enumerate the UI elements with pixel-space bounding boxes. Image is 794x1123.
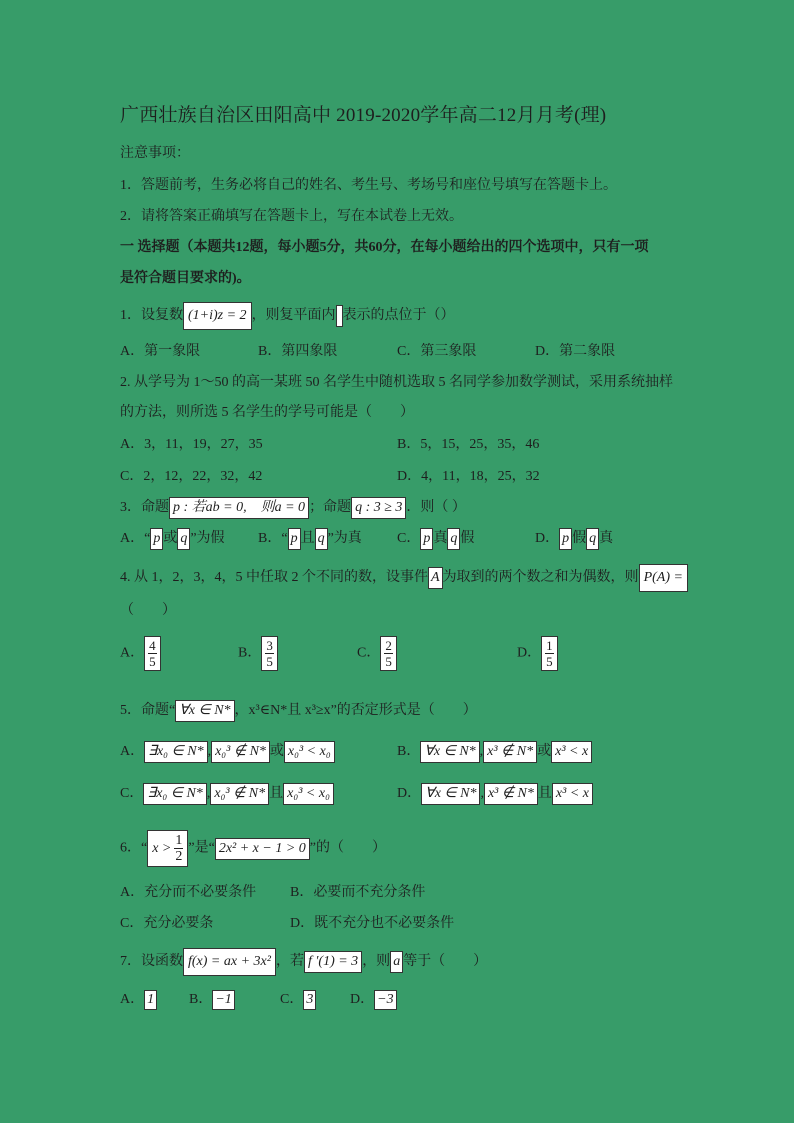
q5a-label: A． bbox=[120, 744, 145, 760]
q5c-ineq: x₀³ < x₀ bbox=[283, 783, 334, 805]
q3b-pre: B．“ bbox=[258, 531, 288, 547]
notice-heading: 注意事项： bbox=[120, 146, 190, 161]
q4a-fraction bbox=[144, 636, 161, 671]
q6-ineq: 2x² + x − 1 > 0 bbox=[215, 838, 310, 860]
notice-2: 2．请将答案正确填写在答题卡上，写在本试卷上无效。 bbox=[120, 209, 463, 224]
q3-post: ．则（ ） bbox=[406, 500, 466, 516]
q6-option-b[interactable]: B．必要而不充分条件 bbox=[290, 885, 426, 900]
q3b-p: p bbox=[288, 528, 301, 550]
q3-option-b[interactable] bbox=[258, 528, 362, 550]
q5b-label: B． bbox=[397, 744, 421, 760]
q6-x-condition bbox=[147, 830, 188, 867]
q6-num: 1 bbox=[175, 833, 183, 848]
q3b-q: q bbox=[315, 528, 328, 550]
q4a-num: 4 bbox=[149, 638, 156, 653]
q3c-t: 真 bbox=[433, 531, 448, 547]
q6-den: 2 bbox=[175, 849, 183, 864]
q3a-pre: A．“ bbox=[120, 531, 151, 547]
q5c-member: x₀³ ∉ N* bbox=[210, 783, 269, 805]
notice-1: 1．答题前考，生务必将自己的姓名、考生号、考场号和座位号填写在答题卡上。 bbox=[120, 178, 617, 193]
q3d-t: 真 bbox=[599, 531, 614, 547]
q7-function: f(x) = ax + 3x² bbox=[183, 948, 276, 976]
q5-forall: ∀x ∈ N* bbox=[175, 700, 234, 722]
q1-z-symbol bbox=[336, 305, 343, 327]
q4-option-a[interactable] bbox=[120, 636, 161, 671]
question-3-stem bbox=[120, 497, 466, 519]
q7b-label: B． bbox=[189, 992, 213, 1008]
q4b-label: B． bbox=[238, 645, 262, 661]
q5b-conn: 或 bbox=[537, 744, 552, 760]
q5d-quant: ∀x ∈ N* bbox=[421, 783, 480, 805]
exam-title: 广西壮族自治区田阳高中 2019-2020学年高二12月月考(理) bbox=[120, 105, 607, 126]
q3-q-formula: q : 3 ≥ 3 bbox=[351, 497, 406, 519]
q3c-f: 假 bbox=[460, 531, 475, 547]
q5d-conn: 且 bbox=[537, 786, 552, 802]
q4a-label: A． bbox=[120, 645, 145, 661]
q5a-ineq: x₀³ < x₀ bbox=[284, 741, 335, 763]
section-heading-line1: 一 选择题（本题共12题，每小题5分，共60分，在每小题给出的四个选项中，只有一项 bbox=[120, 240, 649, 255]
q4d-label: D． bbox=[517, 645, 542, 661]
q7d-value: −3 bbox=[374, 990, 396, 1010]
q3a-post: ”为假 bbox=[190, 531, 225, 547]
q3c-q: q bbox=[447, 528, 460, 550]
q1-option-d[interactable]: D．第二象限 bbox=[535, 344, 616, 359]
q4-option-c[interactable] bbox=[357, 636, 397, 671]
q7-option-d[interactable] bbox=[350, 990, 397, 1010]
q7a-label: A． bbox=[120, 992, 145, 1008]
q4b-den: 5 bbox=[266, 654, 273, 669]
q7-a: a bbox=[390, 951, 403, 973]
q2-option-b[interactable]: B．5，15，25，35，46 bbox=[397, 437, 540, 452]
q6-option-a[interactable]: A．充分而不必要条件 bbox=[120, 885, 257, 900]
q6-post: ”的（ ） bbox=[309, 840, 387, 856]
q7-option-b[interactable] bbox=[189, 990, 235, 1010]
q4-event-a: A bbox=[428, 567, 443, 589]
q5b-ineq: x³ < x bbox=[551, 741, 592, 763]
q6-option-d[interactable]: D．既不充分也不必要条件 bbox=[290, 916, 455, 931]
q1-post: ，则复平面内 bbox=[251, 308, 336, 324]
q3d-pre: D． bbox=[535, 531, 560, 547]
q4c-label: C． bbox=[357, 645, 381, 661]
q5-option-b[interactable]: B． ∀x ∈ N* , x³ ∉ N* 或 x³ < x bbox=[397, 741, 592, 763]
q5-option-a[interactable]: A． ∃x₀ ∈ N* , x₀³ ∉ N* 或 x₀³ < x₀ bbox=[120, 741, 335, 763]
q5b-member: x³ ∉ N* bbox=[483, 741, 537, 763]
q6-fraction bbox=[174, 833, 183, 864]
q3b-post: ”为真 bbox=[327, 531, 362, 547]
q3b-and: 且 bbox=[300, 531, 315, 547]
q1-formula: (1+i)z = 2 bbox=[183, 302, 252, 330]
q7-derivative: f ′(1) = 3 bbox=[304, 951, 362, 973]
q6-mid: ”是“ bbox=[188, 840, 215, 856]
q3-pre: 3．命题 bbox=[120, 500, 169, 516]
q1-option-b[interactable]: B．第四象限 bbox=[258, 344, 338, 359]
q4-line1: 4. 从 1，2，3，4，5 中任取 2 个不同的数，设事件 bbox=[120, 570, 428, 586]
q4b-num: 3 bbox=[266, 638, 273, 653]
q5b-quant: ∀x ∈ N* bbox=[420, 741, 479, 763]
q4-option-d[interactable] bbox=[517, 636, 558, 671]
q3a-q: q bbox=[177, 528, 190, 550]
q4c-num: 2 bbox=[385, 638, 392, 653]
q7-option-a[interactable] bbox=[120, 990, 157, 1010]
q5d-ineq: x³ < x bbox=[552, 783, 593, 805]
q7a-value: 1 bbox=[144, 990, 157, 1010]
q4a-den: 5 bbox=[149, 654, 156, 669]
q5c-conn: 且 bbox=[269, 786, 284, 802]
q1-option-a[interactable]: A．第一象限 bbox=[120, 344, 201, 359]
q4-option-b[interactable] bbox=[238, 636, 278, 671]
q7-option-c[interactable] bbox=[280, 990, 316, 1010]
q4d-fraction bbox=[541, 636, 558, 671]
q7-post: 等于（ ） bbox=[403, 954, 488, 970]
q5-pre: 5．命题“ bbox=[120, 703, 176, 719]
q4d-den: 5 bbox=[546, 654, 553, 669]
q4-pa-formula: P(A) = bbox=[639, 564, 688, 592]
question-1-stem bbox=[120, 302, 455, 330]
question-5-stem bbox=[120, 700, 477, 722]
q4c-den: 5 bbox=[385, 654, 392, 669]
section-heading-line2: 是符合题目要求的)。 bbox=[120, 271, 251, 286]
question-6-stem bbox=[120, 830, 386, 867]
q1-post2: 表示的点位于（） bbox=[342, 308, 455, 324]
q7c-label: C． bbox=[280, 992, 304, 1008]
q4d-num: 1 bbox=[546, 638, 553, 653]
q5-option-d[interactable]: D． ∀x ∈ N* , x³ ∉ N* 且 x³ < x bbox=[397, 783, 593, 805]
q5d-member: x³ ∉ N* bbox=[484, 783, 538, 805]
q5a-member: x₀³ ∉ N* bbox=[211, 741, 270, 763]
q7b-value: −1 bbox=[212, 990, 234, 1010]
q5d-label: D． bbox=[397, 786, 422, 802]
q5-post: ，x³∈N*且 x³≥x”的否定形式是（ ） bbox=[234, 703, 477, 719]
q1-option-c[interactable]: C．第三象限 bbox=[397, 344, 477, 359]
q5a-quant: ∃x₀ ∈ N* bbox=[144, 741, 207, 763]
question-4-line2: （ ） bbox=[120, 603, 176, 618]
q2-option-a[interactable]: A．3，11，19，27，35 bbox=[120, 437, 263, 452]
q7-mid2: ，则 bbox=[362, 954, 391, 970]
q4-line1b: 为取到的两个数之和为偶数，则 bbox=[442, 570, 639, 586]
q5c-quant: ∃x₀ ∈ N* bbox=[143, 783, 206, 805]
q5c-label: C． bbox=[120, 786, 144, 802]
q6-pre: 6．“ bbox=[120, 840, 148, 856]
q7-mid: ，若 bbox=[275, 954, 304, 970]
q3-mid: ；命题 bbox=[309, 500, 352, 516]
q3c-p: p bbox=[420, 528, 433, 550]
q5-option-c[interactable]: C． ∃x₀ ∈ N* , x₀³ ∉ N* 且 x₀³ < x₀ bbox=[120, 783, 334, 805]
q2-option-c[interactable]: C．2，12，22，32，42 bbox=[120, 469, 263, 484]
q3-p-formula: p : 若ab = 0, 则a = 0 bbox=[169, 497, 309, 519]
q3-option-a[interactable] bbox=[120, 528, 225, 550]
q6-option-c[interactable]: C．充分必要条 bbox=[120, 916, 214, 931]
q3d-f: 假 bbox=[572, 531, 587, 547]
q3d-p: p bbox=[559, 528, 572, 550]
q3d-q: q bbox=[586, 528, 599, 550]
question-7-stem bbox=[120, 948, 487, 976]
question-4-line1 bbox=[120, 564, 688, 592]
q3a-or: 或 bbox=[163, 531, 178, 547]
q3-option-c[interactable] bbox=[397, 528, 474, 550]
q2-option-d[interactable]: D．4，11，18，25，32 bbox=[397, 469, 540, 484]
q4b-fraction bbox=[261, 636, 278, 671]
q7c-value: 3 bbox=[303, 990, 316, 1010]
q5a-conn: 或 bbox=[269, 744, 284, 760]
q3-option-d[interactable] bbox=[535, 528, 613, 550]
q6-x-gt: x > bbox=[152, 841, 172, 856]
question-2-line1: 2. 从学号为 1～50 的高一某班 50 名学生中随机选取 5 名同学参加数学测试，采用系统抽样 bbox=[120, 375, 673, 390]
q3c-pre: C． bbox=[397, 531, 421, 547]
q3a-p: p bbox=[150, 528, 163, 550]
q4c-fraction bbox=[380, 636, 397, 671]
q1-pre: 1．设复数 bbox=[120, 308, 183, 324]
q7d-label: D． bbox=[350, 992, 375, 1008]
question-2-line2: 的方法，则所选 5 名学生的学号可能是（ ） bbox=[120, 405, 414, 420]
q7-pre: 7．设函数 bbox=[120, 954, 183, 970]
